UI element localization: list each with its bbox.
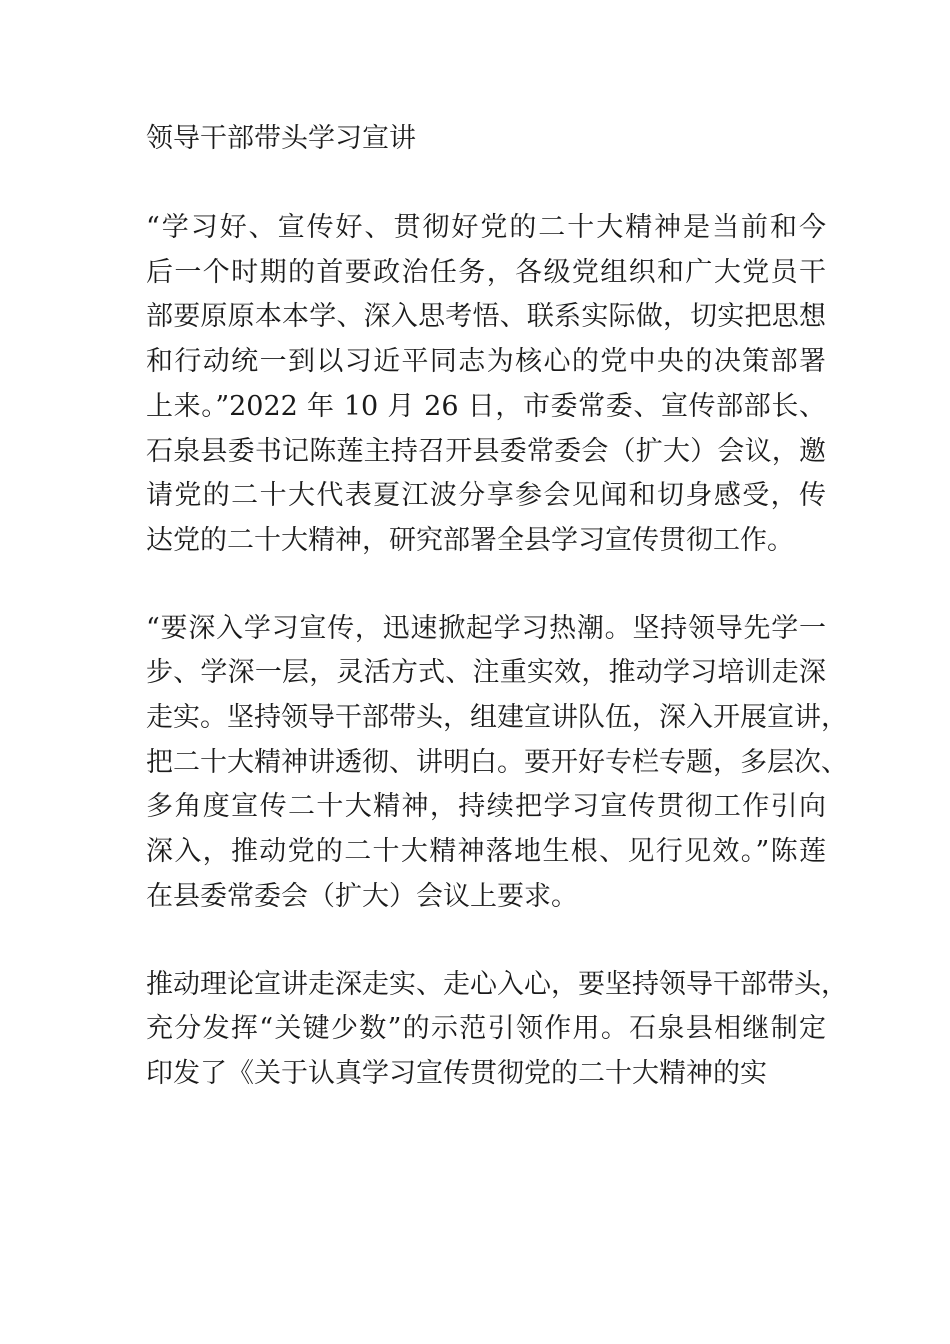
text-line: 深入，推动党的二十大精神落地生根、见行见效。”陈莲 [146,836,826,868]
text-line: 和行动统一到以习近平同志为核心的党中央的决策部署 [146,346,826,378]
text-line: 后一个时期的首要政治任务，各级党组织和广大党员干 [146,256,826,288]
text-line: 石泉县委书记陈莲主持召开县委常委会（扩大）会议，邀 [146,435,826,467]
paragraph-2 [146,607,848,920]
text-line: 把二十大精神讲透彻、讲明白。要开好专栏专题，多层次、 [146,746,848,778]
text-line: 在县委常委会（扩大）会议上要求。 [146,880,578,912]
text-line: 多角度宣传二十大精神，持续把学习宣传贯彻工作引向 [146,791,826,823]
text-line: 推动理论宣讲走深走实、走心入心，要坚持领导干部带头， [146,968,848,1000]
text-line: 印发了《关于认真学习宣传贯彻党的二十大精神的实 [146,1057,767,1089]
text-line: 达党的二十大精神，研究部署全县学习宣传贯彻工作。 [146,524,794,556]
document-title: 领导干部带头学习宣讲 [146,123,416,154]
paragraph-1 [146,206,826,564]
text-line: 部要原原本本学、深入思考悟、联系实际做，切实把思想 [146,301,826,333]
text-line: “要深入学习宣传，迅速掀起学习热潮。坚持领导先学一 [146,612,826,644]
text-line: 充分发挥“关键少数”的示范引领作用。石泉县相继制定 [146,1013,826,1045]
document-body [146,115,848,1140]
paragraph-3 [146,963,848,1097]
text-line: 上来。”2022 年 10 月 26 日，市委常委、宣传部部长、 [146,390,826,422]
text-line: 走实。坚持领导干部带头，组建宣讲队伍，深入开展宣讲， [146,702,848,734]
text-line: 请党的二十大代表夏江波分享参会见闻和切身感受，传 [146,480,826,512]
text-line: 步、学深一层，灵活方式、注重实效，推动学习培训走深 [146,657,826,689]
text-line: “学习好、宣传好、贯彻好党的二十大精神是当前和今 [146,212,826,243]
